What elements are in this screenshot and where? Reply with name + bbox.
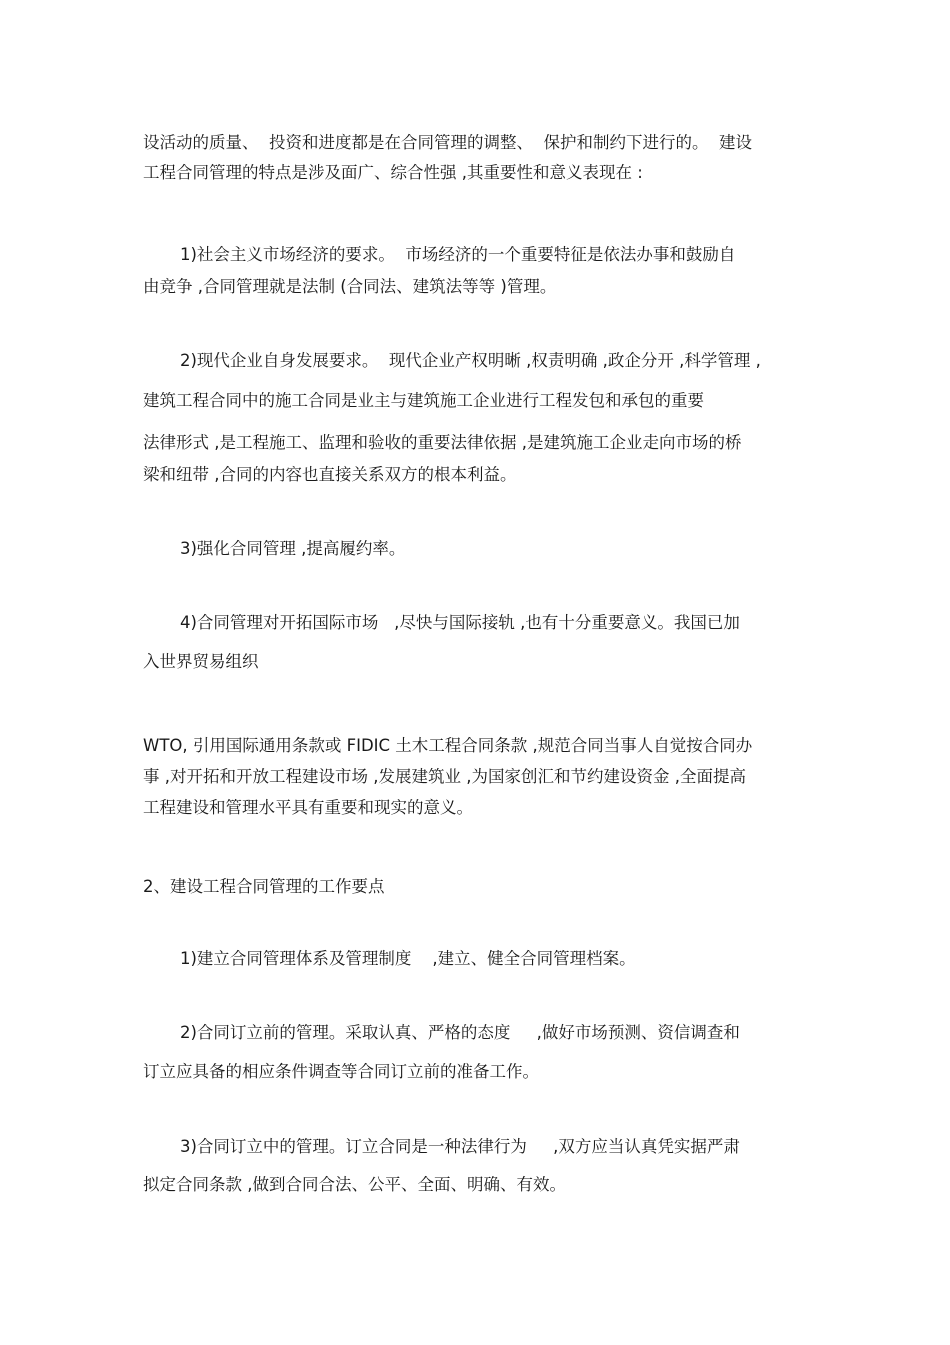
text-line: 由竞争 ,合同管理就是法制 (合同法、建筑法等等 )管理。 — [143, 277, 557, 296]
text-line: 工程建设和管理水平具有重要和现实的意义。 — [143, 798, 473, 817]
text-line: 4)合同管理对开拓国际市场 ,尽快与国际接轨 ,也有十分重要意义。我国已加 — [180, 613, 740, 632]
text-line: 2)现代企业自身发展要求。 现代企业产权明晰 ,权责明确 ,政企分开 ,科学管理 , — [180, 351, 761, 370]
text-line: 3)合同订立中的管理。订立合同是一种法律行为 ,双方应当认真凭实据严肃 — [180, 1137, 740, 1156]
section-heading: 2、建设工程合同管理的工作要点 — [143, 877, 385, 896]
text-line: 2)合同订立前的管理。采取认真、严格的态度 ,做好市场预测、资信调查和 — [180, 1023, 740, 1042]
text-line: WTO, 引用国际通用条款或 FIDIC 土木工程合同条款 ,规范合同当事人自觉按合同办 — [143, 736, 753, 755]
text-line: 入世界贸易组织 — [143, 652, 259, 671]
text-line: 工程合同管理的特点是涉及面广、综合性强 ,其重要性和意义表现在 : — [143, 163, 643, 182]
text-line: 拟定合同条款 ,做到合同合法、公平、全面、明确、有效。 — [143, 1175, 566, 1194]
text-line: 事 ,对开拓和开放工程建设市场 ,发展建筑业 ,为国家创汇和节约建设资金 ,全面提高 — [143, 767, 746, 786]
text-line: 设活动的质量、 投资和进度都是在合同管理的调整、 保护和制约下进行的。 建设 — [143, 133, 752, 152]
text-line: 法律形式 ,是工程施工、监理和验收的重要法律依据 ,是建筑施工企业走向市场的桥 — [143, 433, 742, 452]
text-line: 1)建立合同管理体系及管理制度 ,建立、健全合同管理档案。 — [180, 949, 636, 968]
text-line: 建筑工程合同中的施工合同是业主与建筑施工企业进行工程发包和承包的重要 — [143, 391, 704, 410]
text-line: 1)社会主义市场经济的要求。 市场经济的一个重要特征是依法办事和鼓励自 — [180, 245, 736, 264]
text-line: 订立应具备的相应条件调查等合同订立前的准备工作。 — [143, 1062, 539, 1081]
text-line: 3)强化合同管理 ,提高履约率。 — [180, 539, 406, 558]
text-line: 梁和纽带 ,合同的内容也直接关系双方的根本利益。 — [143, 465, 517, 484]
